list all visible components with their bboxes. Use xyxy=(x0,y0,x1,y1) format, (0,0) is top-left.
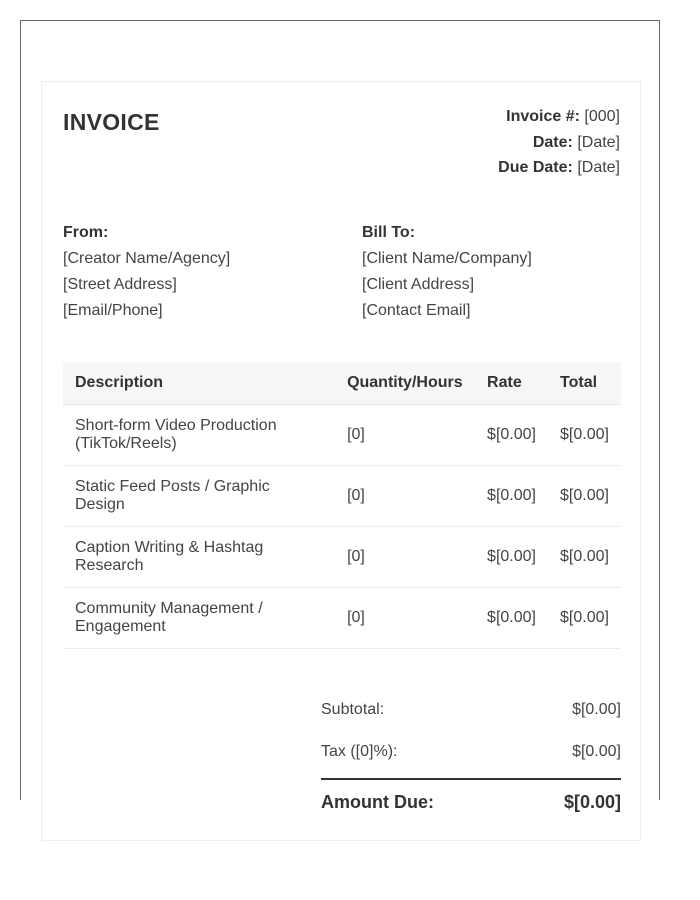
subtotal-label: Subtotal: xyxy=(321,701,385,718)
item-total: $[0.00] xyxy=(548,466,621,527)
item-total: $[0.00] xyxy=(548,405,621,466)
item-description: Community Management / Engagement xyxy=(63,588,335,649)
item-quantity: [0] xyxy=(335,405,475,466)
due-date-line xyxy=(498,155,620,181)
from-name: [Creator Name/Agency] xyxy=(63,249,231,267)
amount-due-value: $[0.00] xyxy=(563,792,621,812)
totals-block xyxy=(321,694,621,813)
invoice-number-value: [000] xyxy=(584,108,620,125)
item-description: Caption Writing & Hashtag Research xyxy=(63,527,335,588)
item-total: $[0.00] xyxy=(548,588,621,649)
due-date-label: Due Date: xyxy=(498,159,573,176)
item-rate: $[0.00] xyxy=(475,466,548,527)
item-description: Static Feed Posts / Graphic Design xyxy=(63,466,335,527)
header-rate: Rate xyxy=(475,362,548,405)
table-row xyxy=(63,466,621,527)
invoice-number-label: Invoice #: xyxy=(506,108,580,125)
item-rate: $[0.00] xyxy=(475,527,548,588)
tax-label: Tax ([0]%): xyxy=(321,743,398,760)
bill-to-email: [Contact Email] xyxy=(362,301,471,319)
tax-line xyxy=(321,736,621,778)
invoice-number-line xyxy=(498,104,620,130)
item-quantity: [0] xyxy=(335,527,475,588)
from-block xyxy=(63,220,230,324)
item-rate: $[0.00] xyxy=(475,588,548,649)
bill-to-address: [Client Address] xyxy=(362,275,475,293)
item-quantity: [0] xyxy=(335,466,475,527)
due-date-value: [Date] xyxy=(577,159,620,176)
amount-due-label: Amount Due: xyxy=(321,792,434,812)
item-description: Short-form Video Production (TikTok/Reels) xyxy=(63,405,335,466)
table-row xyxy=(63,527,621,588)
bill-to-block xyxy=(362,220,532,324)
item-rate: $[0.00] xyxy=(475,405,548,466)
invoice-meta xyxy=(498,104,620,181)
invoice-date-line xyxy=(498,130,620,156)
subtotal-value: $[0.00] xyxy=(572,701,621,718)
amount-due-line xyxy=(321,778,621,813)
item-quantity: [0] xyxy=(335,588,475,649)
line-items-table xyxy=(63,362,621,649)
header-quantity: Quantity/Hours xyxy=(335,362,475,405)
invoice-date-label: Date: xyxy=(532,133,573,151)
bill-to-heading: Bill To: xyxy=(362,224,416,241)
invoice-sheet xyxy=(41,81,641,841)
header-description: Description xyxy=(63,362,335,405)
document-frame xyxy=(20,20,660,812)
item-total: $[0.00] xyxy=(548,527,621,588)
from-heading: From: xyxy=(63,224,109,241)
from-address: [Street Address] xyxy=(63,275,177,293)
invoice-date-value: [Date] xyxy=(577,133,620,151)
table-row xyxy=(63,588,621,649)
table-row xyxy=(63,405,621,466)
bill-to-name: [Client Name/Company] xyxy=(362,249,532,267)
header-total: Total xyxy=(548,362,621,405)
tax-value: $[0.00] xyxy=(572,743,621,760)
from-contact: [Email/Phone] xyxy=(63,301,163,319)
subtotal-line xyxy=(321,694,621,736)
table-header-row xyxy=(63,362,621,405)
invoice-title: INVOICE xyxy=(63,109,160,135)
